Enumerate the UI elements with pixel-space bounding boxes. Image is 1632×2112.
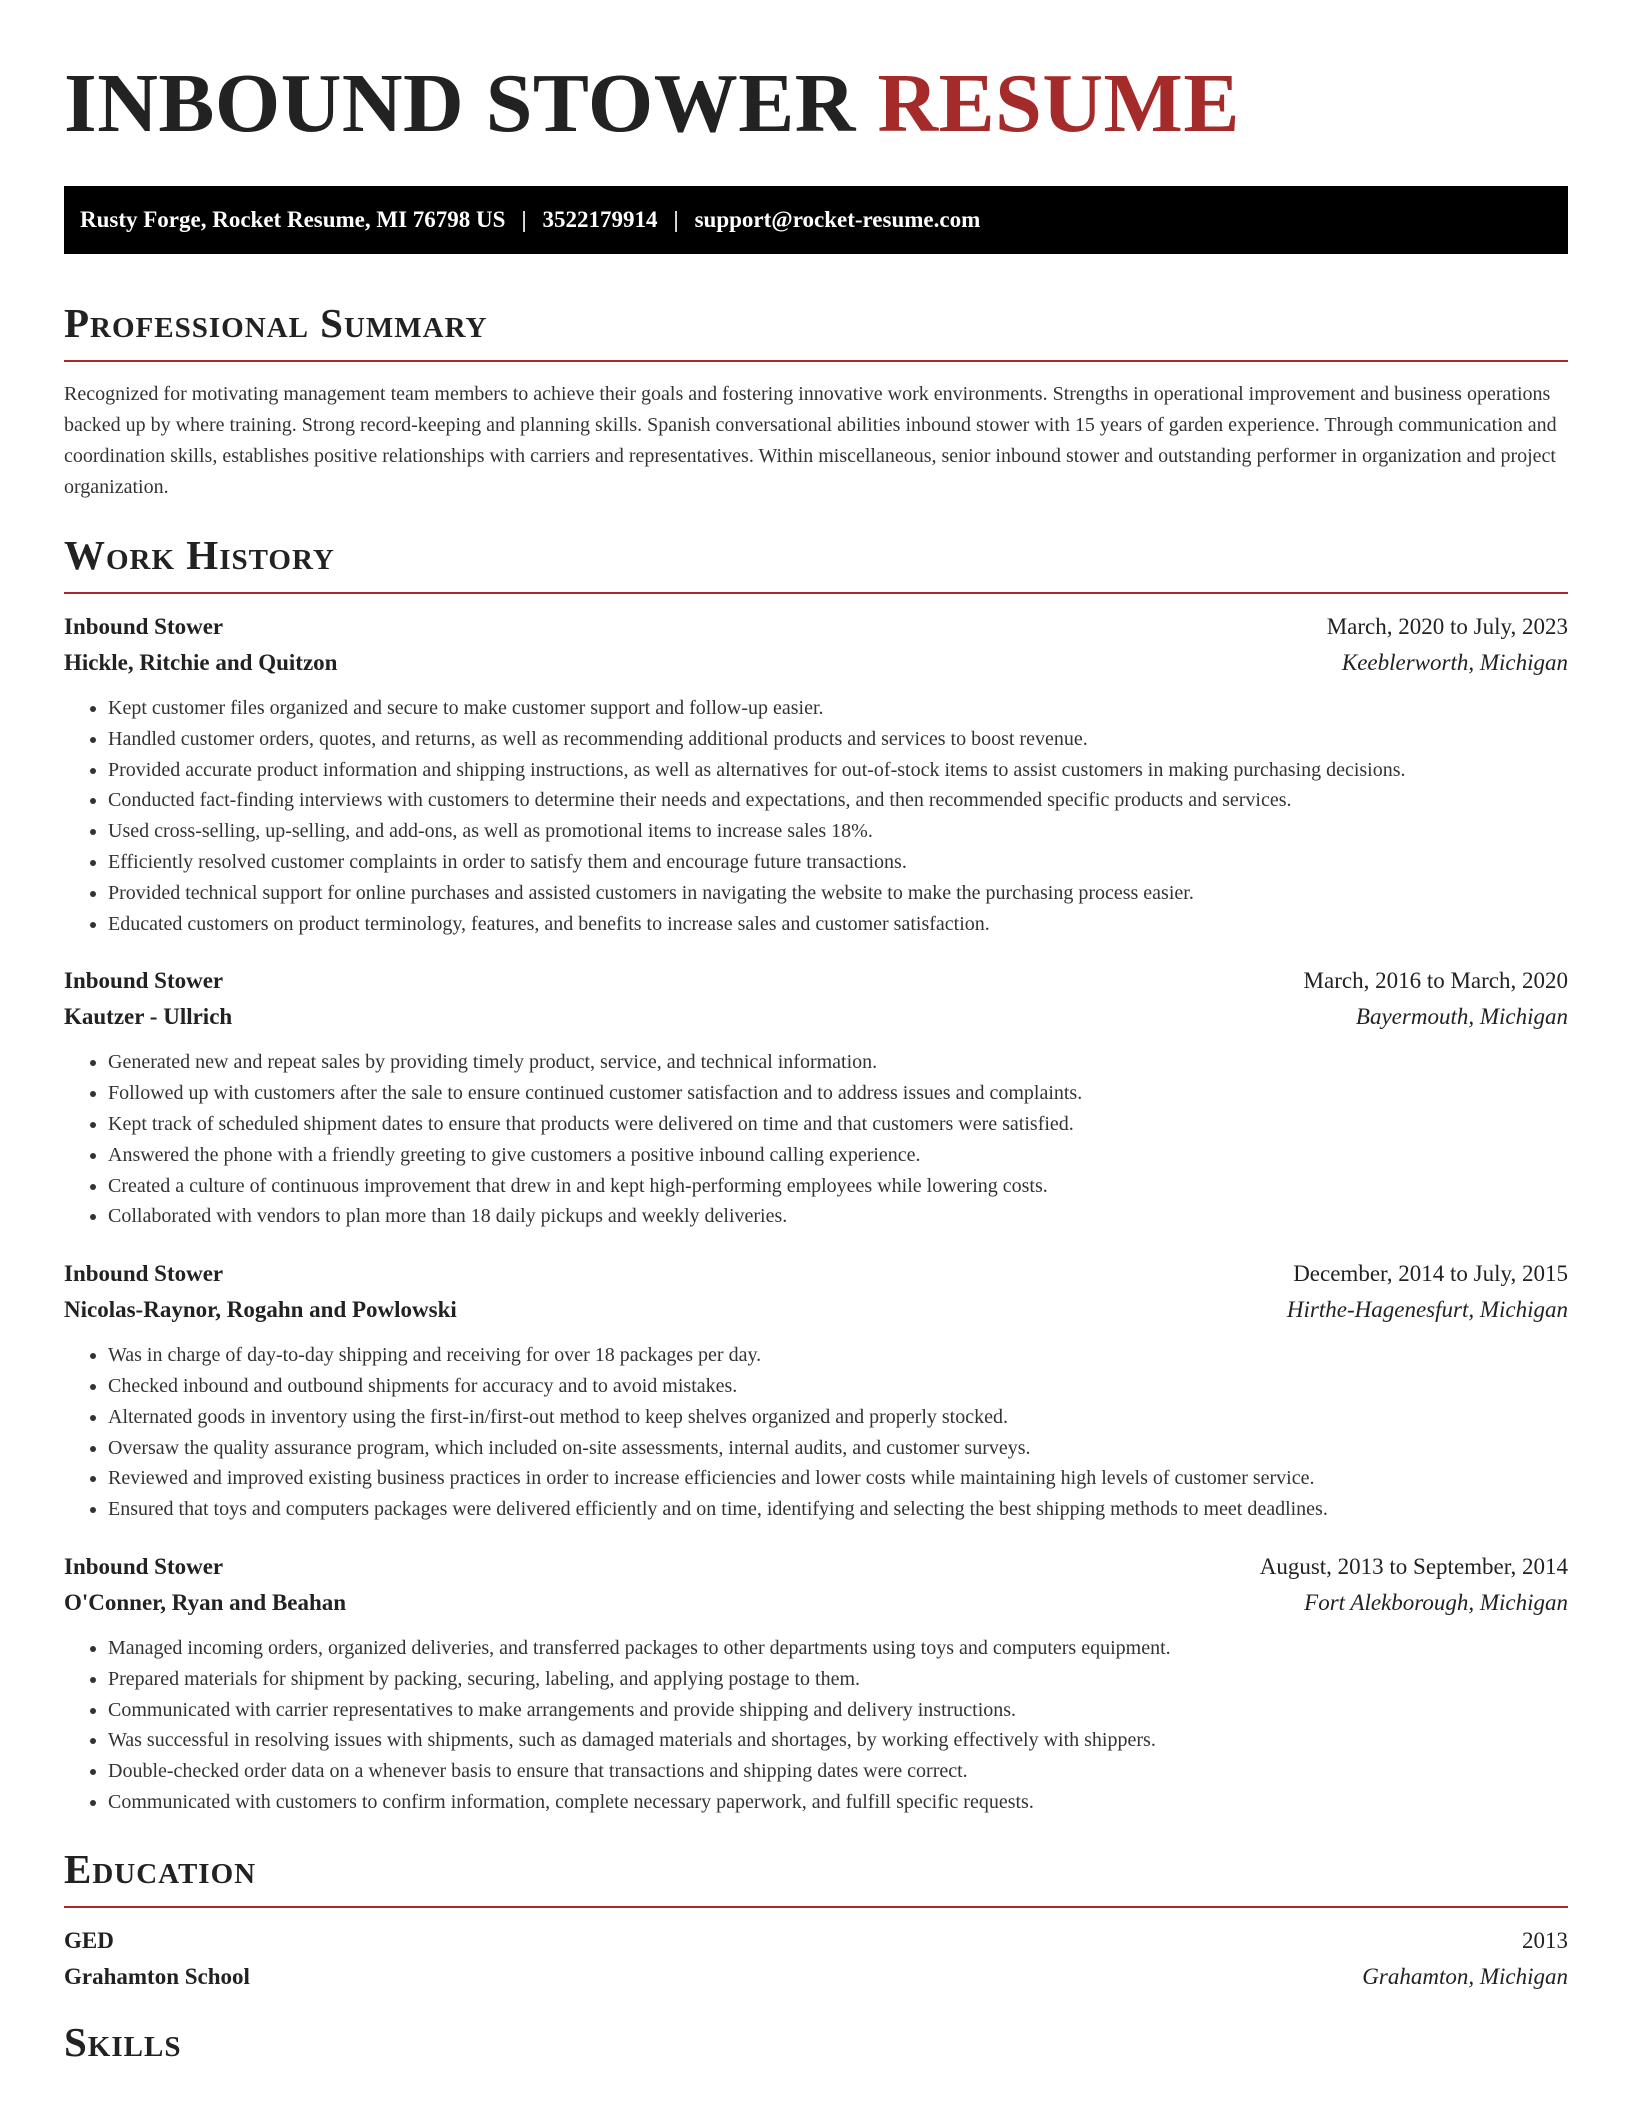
job-entry — [64, 609, 1568, 939]
job-header — [64, 1549, 1568, 1585]
contact-separator: | — [521, 207, 527, 232]
education-section — [64, 1844, 1568, 1995]
job-subheader — [64, 999, 1568, 1035]
page-title — [64, 0, 1568, 150]
job-title: Inbound Stower — [64, 1553, 224, 1579]
contact-phone: 3522179914 — [542, 207, 658, 232]
education-year: 2013 — [1522, 1927, 1568, 1953]
job-location: Keeblerworth, Michigan — [1341, 650, 1568, 675]
job-location: Hirthe-Hagenesfurt, Michigan — [1286, 1297, 1568, 1323]
list-item: • Reviewed and improved existing business practices in order to increase efficiencies and lower costs while maintaining high levels of customer service. — [108, 1463, 1568, 1494]
list-item: • Checked inbound and outbound shipments for accuracy and to avoid mistakes. — [108, 1371, 1568, 1402]
job-entry — [64, 1549, 1568, 1818]
job-title: Inbound Stower — [64, 1261, 224, 1287]
work-history-section — [64, 530, 1568, 1818]
list-item: • Communicated with carrier representatives to make arrangements and provide shipping and delivery instructions. — [108, 1695, 1568, 1726]
job-company: Hickle, Ritchie and Quitzon — [64, 650, 338, 675]
education-school: Grahamton School — [64, 1963, 250, 1989]
education-degree: GED — [64, 1927, 114, 1953]
job-company: O'Conner, Ryan and Beahan — [64, 1589, 347, 1615]
list-item: • Prepared materials for shipment by packing, securing, labeling, and applying postage to them. — [108, 1664, 1568, 1695]
contact-email: support@rocket-resume.com — [694, 207, 981, 232]
list-item: • Answered the phone with a friendly greeting to give customers a positive inbound calling experience. — [108, 1140, 1568, 1171]
section-divider — [64, 592, 1568, 594]
job-header — [64, 1256, 1568, 1292]
list-item: • Followed up with customers after the sale to ensure continued customer satisfaction and to address issues and complaints. — [108, 1078, 1568, 1109]
summary-section — [64, 298, 1568, 503]
job-bullets — [64, 1047, 1568, 1232]
section-title-education: Education — [64, 1845, 257, 1892]
job-entry — [64, 1256, 1568, 1525]
list-item: • Educated customers on product terminology, features, and benefits to increase sales and customer satisfaction. — [108, 909, 1568, 940]
list-item: • Collaborated with vendors to plan more than 18 daily pickups and weekly deliveries. — [108, 1201, 1568, 1232]
list-item: • Provided accurate product information and shipping instructions, as well as alternatives for out-of-stock items to assist customers in making purchasing decisions. — [108, 755, 1568, 786]
summary-text: Recognized for motivating management team members to achieve their goals and fostering innovative work environments. Strengths in operational improvement and business operations backed up by where training. Strong record-keeping and planning skills. Spanish conversational abilities inbound stower with 15 years of garden experience. Through communication and coordination skills, establishes positive relationships with carriers and representatives. Within miscellaneous, senior inbound stower and outstanding performer in organization and project organization. — [64, 383, 1557, 498]
title-main: INBOUND STOWER — [64, 57, 856, 150]
list-item: • Alternated goods in inventory using the first-in/first-out method to keep shelves organized and properly stocked. — [108, 1402, 1568, 1433]
job-entry — [64, 963, 1568, 1232]
job-bullets — [64, 1633, 1568, 1818]
job-title: Inbound Stower — [64, 614, 224, 639]
job-bullets — [64, 1340, 1568, 1525]
list-item: • Used cross-selling, up-selling, and add-ons, as well as promotional items to increase sales 18%. — [108, 816, 1568, 847]
list-item: • Created a culture of continuous improvement that drew in and kept high-performing employees while lowering costs. — [108, 1171, 1568, 1202]
title-accent: RESUME — [877, 57, 1240, 150]
list-item: • Generated new and repeat sales by providing timely product, service, and technical information. — [108, 1047, 1568, 1078]
skills-section — [64, 2017, 1568, 2067]
list-item: • Kept track of scheduled shipment dates to ensure that products were delivered on time and that customers were satisfied. — [108, 1109, 1568, 1140]
section-title-skills: Skills — [64, 2018, 182, 2065]
list-item: • Was in charge of day-to-day shipping and receiving for over 18 packages per day. — [108, 1340, 1568, 1371]
section-title-summary: Professional Summary — [64, 300, 488, 346]
education-entry — [64, 1923, 1568, 1995]
list-item: • Handled customer orders, quotes, and returns, as well as recommending additional products and services to boost revenue. — [108, 724, 1568, 755]
contact-address: Rusty Forge, Rocket Resume, MI 76798 US — [80, 207, 506, 232]
job-dates: March, 2016 to March, 2020 — [1303, 968, 1568, 994]
list-item: • Provided technical support for online purchases and assisted customers in navigating the website to make the purchasing process easier. — [108, 878, 1568, 909]
job-company: Kautzer - Ullrich — [64, 1004, 233, 1030]
contact-bar — [64, 186, 1568, 254]
job-dates: August, 2013 to September, 2014 — [1259, 1553, 1568, 1579]
list-item: • Communicated with customers to confirm information, complete necessary paperwork, and fulfill specific requests. — [108, 1787, 1568, 1818]
list-item: • Kept customer files organized and secure to make customer support and follow-up easier. — [108, 693, 1568, 724]
list-item: • Oversaw the quality assurance program, which included on-site assessments, internal audits, and customer surveys. — [108, 1433, 1568, 1464]
list-item: • Was successful in resolving issues with shipments, such as damaged materials and shortages, by working effectively with shippers. — [108, 1725, 1568, 1756]
contact-separator: | — [673, 207, 679, 232]
job-header — [64, 609, 1568, 645]
job-subheader — [64, 1585, 1568, 1621]
section-divider — [64, 360, 1568, 362]
section-divider — [64, 1906, 1568, 1908]
job-dates: March, 2020 to July, 2023 — [1326, 614, 1568, 639]
education-header — [64, 1923, 1568, 1959]
job-location: Fort Alekborough, Michigan — [1304, 1589, 1568, 1615]
list-item: • Ensured that toys and computers packages were delivered efficiently and on time, identifying and selecting the best shipping methods to meet deadlines. — [108, 1494, 1568, 1525]
section-title-work-history: Work History — [64, 532, 335, 578]
job-company: Nicolas-Raynor, Rogahn and Powlowski — [64, 1297, 457, 1323]
education-subheader — [64, 1959, 1568, 1995]
job-dates: December, 2014 to July, 2015 — [1293, 1261, 1568, 1287]
list-item: • Efficiently resolved customer complaints in order to satisfy them and encourage future transactions. — [108, 847, 1568, 878]
list-item: • Managed incoming orders, organized deliveries, and transferred packages to other departments using toys and computers equipment. — [108, 1633, 1568, 1664]
job-subheader — [64, 1292, 1568, 1328]
list-item: • Conducted fact-finding interviews with customers to determine their needs and expectations, and then recommended specific products and services. — [108, 785, 1568, 816]
job-header — [64, 963, 1568, 999]
job-location: Bayermouth, Michigan — [1355, 1004, 1568, 1030]
job-bullets — [64, 693, 1568, 939]
education-location: Grahamton, Michigan — [1362, 1963, 1568, 1989]
job-subheader — [64, 645, 1568, 681]
job-title: Inbound Stower — [64, 968, 224, 994]
list-item: • Double-checked order data on a whenever basis to ensure that transactions and shipping dates were correct. — [108, 1756, 1568, 1787]
